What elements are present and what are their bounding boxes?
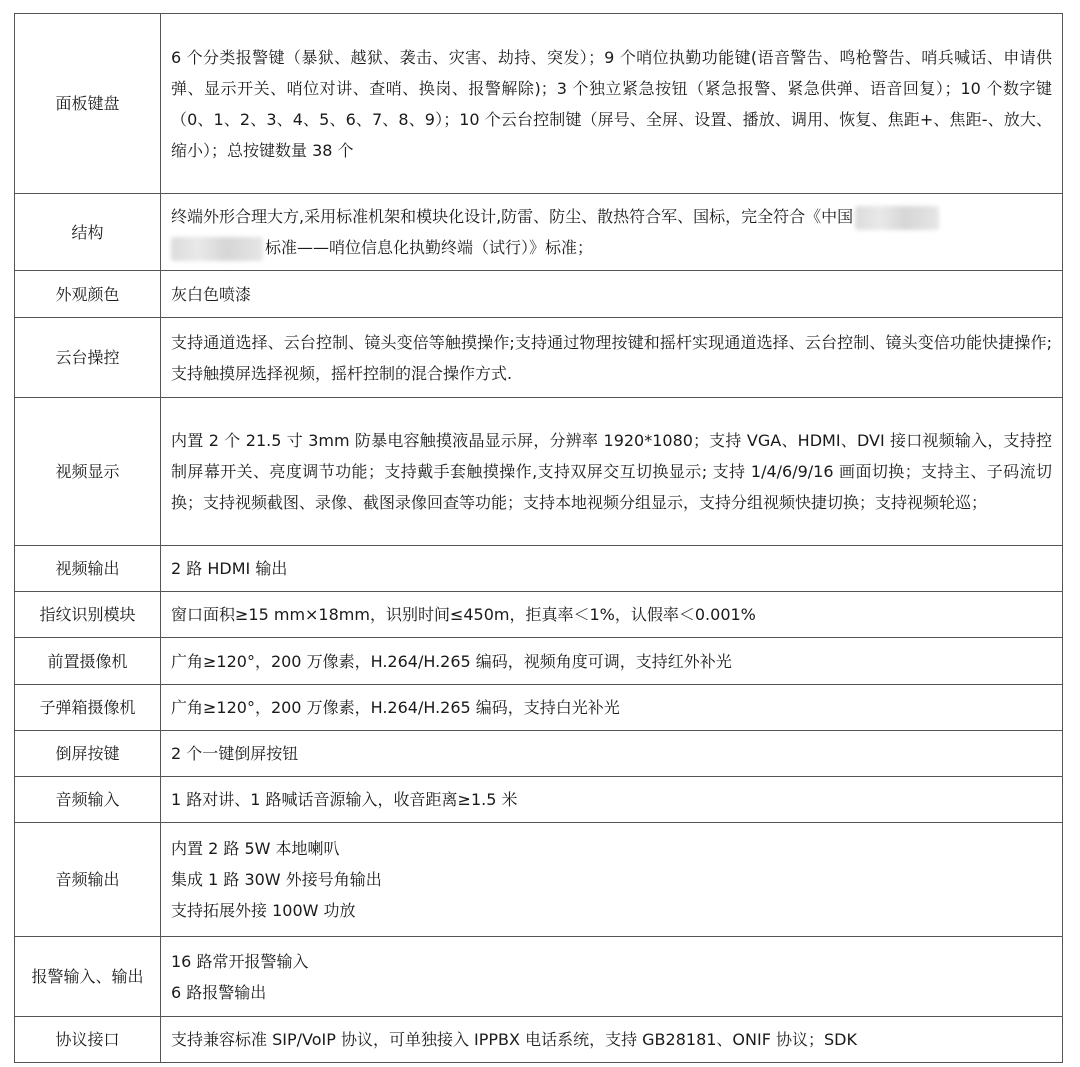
- row-value-audio-output: [161, 823, 1063, 937]
- row-label-front-camera: 前置摄像机: [15, 638, 161, 685]
- row-value-alarm-io: [161, 937, 1063, 1017]
- row-value-front-camera: 广角≥120°，200 万像素，H.264/H.265 编码，视频角度可调，支持红外补光: [161, 638, 1063, 685]
- structure-line-1: [171, 201, 1052, 232]
- table-row: [15, 685, 1063, 731]
- row-label-panel-keyboard: 面板键盘: [15, 14, 161, 194]
- row-value-screen-flip-key: 2 个一键倒屏按钮: [161, 731, 1063, 777]
- spec-table: [14, 13, 1063, 1063]
- row-label-alarm-io: 报警输入、输出: [15, 937, 161, 1017]
- structure-text-a: 终端外形合理大方,采用标准机架和模块化设计,防雷、防尘、散热符合军、国标，完全符合《中国: [171, 207, 854, 226]
- table-row: [15, 937, 1063, 1017]
- row-value-structure: [161, 194, 1063, 271]
- row-label-structure: 结构: [15, 194, 161, 271]
- table-row: [15, 271, 1063, 318]
- audio-output-line: 集成 1 路 30W 外接号角输出: [171, 870, 382, 889]
- row-value-fingerprint-module: 窗口面积≥15 mm×18mm，识别时间≤450m，拒真率＜1%，认假率＜0.001%: [161, 592, 1063, 638]
- structure-line-2: [171, 232, 1052, 263]
- table-row: [15, 398, 1063, 546]
- row-value-panel-keyboard: 6 个分类报警键（暴狱、越狱、袭击、灾害、劫持、突发）；9 个哨位执勤功能键(语音警告、鸣枪警告、哨兵喊话、申请供弹、显示开关、哨位对讲、查哨、换岗、报警解除)；3 个独立紧急按钮（紧急报警、紧急供弹、语音回复）；10 个数字键（0、1、2、3、4、5、6、7、8、9）；10 个云台控制键（屏号、全屏、设置、播放、调用、恢复、焦距+、焦距-、放大、缩小）；总按键数量 38 个: [161, 14, 1063, 194]
- structure-text-b: 标准——哨位信息化执勤终端（试行）》标准；: [265, 238, 594, 257]
- redaction-blur: [171, 237, 263, 261]
- alarm-io-line: 16 路常开报警输入: [171, 951, 309, 971]
- row-value-video-display: 内置 2 个 21.5 寸 3mm 防暴电容触摸液晶显示屏，分辨率 1920*1080；支持 VGA、HDMI、DVI 接口视频输入，支持控制屏幕开关、亮度调节功能；支持戴手套触摸操作,支持双屏交互切换显示; 支持 1/4/6/9/16 画面切换；支持主、子码流切换；支持视频截图、录像、截图录像回查等功能；支持本地视频分组显示，支持分组视频快捷切换；支持视频轮巡；: [161, 398, 1063, 546]
- table-row: [15, 546, 1063, 592]
- table-row: [15, 14, 1063, 194]
- table-row: [15, 823, 1063, 937]
- table-row: [15, 318, 1063, 398]
- row-value-audio-input: 1 路对讲、1 路喊话音源输入，收音距离≥1.5 米: [161, 777, 1063, 823]
- audio-output-line: 内置 2 路 5W 本地喇叭: [171, 839, 340, 858]
- row-label-video-output: 视频输出: [15, 546, 161, 592]
- row-value-video-output: 2 路 HDMI 输出: [161, 546, 1063, 592]
- row-label-fingerprint-module: 指纹识别模块: [15, 592, 161, 638]
- row-label-screen-flip-key: 倒屏按键: [15, 731, 161, 777]
- row-label-ptz-control: 云台操控: [15, 318, 161, 398]
- table-row: [15, 194, 1063, 271]
- row-value-ammo-box-camera: 广角≥120°，200 万像素，H.264/H.265 编码，支持白光补光: [161, 685, 1063, 731]
- table-row: [15, 1017, 1063, 1063]
- row-label-appearance-color: 外观颜色: [15, 271, 161, 318]
- redaction-blur: [855, 206, 939, 230]
- row-value-appearance-color: 灰白色喷漆: [161, 271, 1063, 318]
- table-row: [15, 592, 1063, 638]
- row-label-audio-input: 音频输入: [15, 777, 161, 823]
- table-row: [15, 638, 1063, 685]
- row-label-video-display: 视频显示: [15, 398, 161, 546]
- row-value-ptz-control: 支持通道选择、云台控制、镜头变倍等触摸操作;支持通过物理按键和摇杆实现通道选择、云台控制、镜头变倍功能快捷操作;支持触摸屏选择视频，摇杆控制的混合操作方式.: [161, 318, 1063, 398]
- row-label-protocol-interface: 协议接口: [15, 1017, 161, 1063]
- audio-output-line: 支持拓展外接 100W 功放: [171, 901, 356, 920]
- row-value-protocol-interface: 支持兼容标准 SIP/VoIP 协议，可单独接入 IPPBX 电话系统，支持 GB28181、ONIF 协议；SDK: [161, 1017, 1063, 1063]
- table-row: [15, 731, 1063, 777]
- table-row: [15, 777, 1063, 823]
- row-label-ammo-box-camera: 子弹箱摄像机: [15, 685, 161, 731]
- row-label-audio-output: 音频输出: [15, 823, 161, 937]
- alarm-io-line: 6 路报警输出: [171, 982, 267, 1002]
